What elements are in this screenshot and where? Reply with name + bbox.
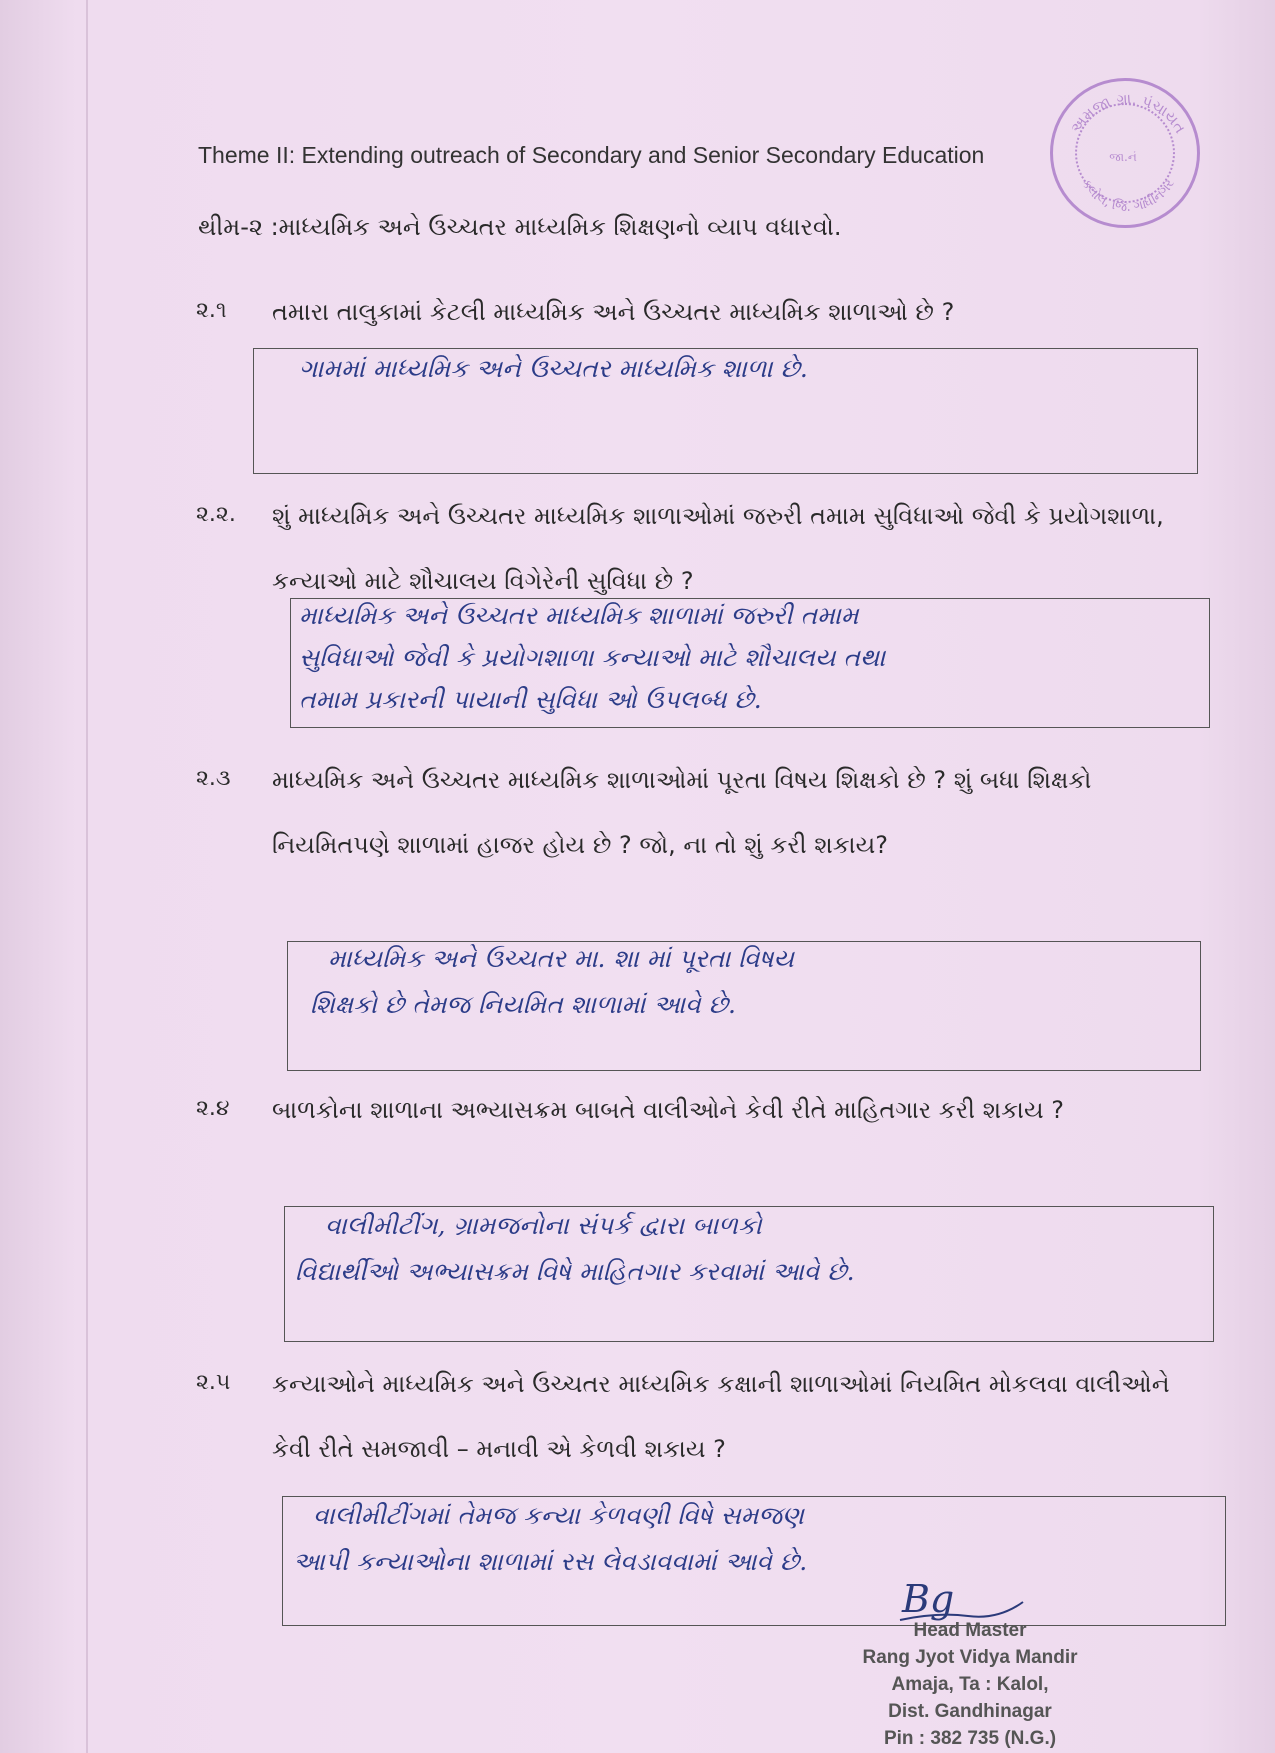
- answer-box: [253, 348, 1198, 474]
- question-number: ૨.૧: [196, 298, 227, 323]
- theme-title-gujarati: થીમ-૨ :માધ્યમિક અને ઉચ્ચતર માધ્યમિક શિક્ષણનો વ્યાપ વધારવો.: [198, 213, 842, 241]
- theme-title-english: Theme II: Extending outreach of Secondary and Senior Secondary Education: [198, 142, 985, 168]
- stamp-number: જા.નં: [1109, 150, 1137, 164]
- handwritten-answer-line: માધ્યમિક અને ઉચ્ચતર મા. શા માં પૂરતા વિષય: [328, 944, 794, 973]
- headmaster-stamp-block: [820, 1617, 1120, 1752]
- question-text: તમારા તાલુકામાં કેટલી માધ્યમિક અને ઉચ્ચતર માધ્યમિક શાળાઓ છે ?: [272, 298, 955, 326]
- stamp-place: કલોલ, જિ. ગાંધીનગર: [1078, 176, 1178, 216]
- question-number: ૨.૨.: [196, 502, 236, 527]
- handwritten-answer-line: માધ્યમિક અને ઉચ્ચતર માધ્યમિક શાળામાં જરુરી તમામ: [299, 601, 859, 630]
- handwritten-answer-line: વાલીમીટીંગ, ગ્રામજનોના સંપર્ક દ્વારા બાળકો: [325, 1211, 762, 1240]
- handwritten-answer-line: શિક્ષકો છે તેમજ નિયમિત શાળામાં આવે છે.: [310, 990, 736, 1019]
- handwritten-answer-line: આપી કન્યાઓના શાળામાં રસ લેવડાવવામાં આવે છે.: [293, 1547, 808, 1576]
- answer-box: [282, 1496, 1226, 1626]
- handwritten-answer-line: વિદ્યાર્થીઓ અભ્યાસક્રમ વિષે માહિતગાર કરવામાં આવે છે.: [295, 1257, 855, 1286]
- answer-box: [287, 941, 1201, 1071]
- school-pin: Pin : 382 735 (N.G.): [883, 1728, 1057, 1749]
- school-address-line: Amaja, Ta : Kalol,: [891, 1674, 1049, 1695]
- school-district: Dist. Gandhinagar: [888, 1701, 1052, 1722]
- question-text: બાળકોના શાળાના અભ્યાસક્રમ બાબતે વાલીઓને કેવી રીતે માહિતગાર કરી શકાય ?: [272, 1096, 1064, 1124]
- question-number: ૨.૩: [196, 766, 231, 791]
- question-text: માધ્યમિક અને ઉચ્ચતર માધ્યમિક શાળાઓમાં પૂરતા વિષય શિક્ષકો છે ? શું બધા શિક્ષકો નિયમિતપણે શાળામાં હાજર હોય છે ? જો, ના તો શું કરી શકાય?: [272, 766, 1092, 859]
- question-text: શું માધ્યમિક અને ઉચ્ચતર માધ્યમિક શાળાઓમાં જરુરી તમામ સુવિધાઓ જેવી કે પ્રયોગશાળા, કન્યાઓ માટે શૌચાલય વિગેરેની સુવિધા છે ?: [272, 502, 1164, 595]
- question-number: ૨.૫: [196, 1370, 231, 1395]
- stamp-name: અમજા ગ્રા. પંચાયત: [1066, 89, 1190, 137]
- handwritten-answer-line: તમામ પ્રકારની પાયાની સુવિધા ઓ ઉપલબ્ધ છે.: [299, 685, 762, 714]
- handwritten-answer-line: વાલીમીટીંગમાં તેમજ કન્યા કેળવણી વિષે સમજણ: [313, 1501, 804, 1530]
- answer-box: [290, 598, 1210, 728]
- question-text: કન્યાઓને માધ્યમિક અને ઉચ્ચતર માધ્યમિક કક્ષાની શાળાઓમાં નિયમિત મોકલવા વાલીઓને કેવી રીતે સમજાવી – મનાવી એ કેળવી શકાય ?: [272, 1370, 1170, 1463]
- page-fold-line: [86, 0, 88, 1753]
- signature-scribble: Bg: [902, 1577, 955, 1621]
- question-number: ૨.૪: [196, 1096, 230, 1121]
- handwritten-answer-line: ગામમાં માધ્યમિક અને ઉચ્ચતર માધ્યમિક શાળા છે.: [299, 354, 808, 383]
- signature-title: Head Master: [913, 1620, 1027, 1641]
- answer-box: [284, 1206, 1214, 1342]
- handwritten-answer-line: સુવિધાઓ જેવી કે પ્રયોગશાળા કન્યાઓ માટે શૌચાલય તથા: [299, 643, 886, 672]
- school-name: Rang Jyot Vidya Mandir: [862, 1647, 1078, 1668]
